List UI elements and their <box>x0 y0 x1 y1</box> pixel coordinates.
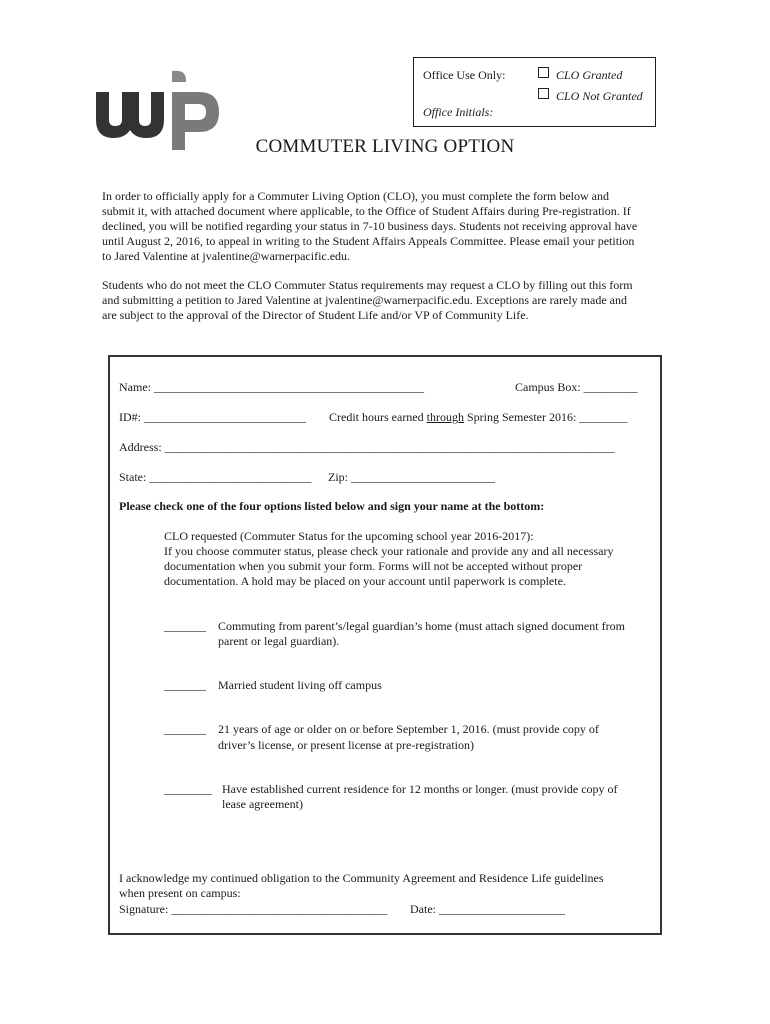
office-use-box <box>413 57 656 127</box>
credit-hours-field[interactable] <box>329 410 627 425</box>
intro-line: declined, you will be notified regarding your status in 7-10 business days. Students not receiving approval have <box>102 219 638 233</box>
option-text: 21 years of age or older on or before September 1, 2016. (must provide copy of <box>218 722 599 736</box>
option-text: Have established current residence for 12 months or longer. (must provide copy of <box>222 782 618 796</box>
state-field[interactable]: State: ___________________________ <box>119 470 312 484</box>
acknowledge-line: when present on campus: <box>119 886 241 900</box>
credit-hours-label-through: through <box>426 410 464 424</box>
intro-paragraph <box>102 189 672 264</box>
clo-requested-line: documentation. A hold may be placed on your account until paperwork is complete. <box>164 574 566 588</box>
clo-requested-line: documentation when you submit your form. Forms will not be accepted without proper <box>164 559 583 573</box>
option-blank[interactable]: _______ <box>164 722 206 736</box>
option-blank[interactable]: _______ <box>164 678 206 692</box>
intro-line: to Jared Valentine at jvalentine@warnerpacific.edu. <box>102 249 351 263</box>
application-form <box>108 355 662 935</box>
option-text: parent or legal guardian). <box>218 634 340 648</box>
clo-not-granted-label: CLO Not Granted <box>556 89 643 103</box>
intro-line: submit it, with attached document where applicable, to the Office of Student Affairs during Pre-registration. If <box>102 204 631 218</box>
id-field[interactable]: ID#: ___________________________ <box>119 410 306 424</box>
petition-line: are subject to the approval of the Director of Student Life and/or VP of Community Life. <box>102 308 529 322</box>
clo-requested-line: If you choose commuter status, please check your rationale and provide any and all necessary <box>164 544 614 558</box>
option-text: driver’s license, or present license at pre-registration) <box>218 738 475 752</box>
instructions-heading: Please check one of the four options listed below and sign your name at the bottom: <box>119 499 545 513</box>
zip-field[interactable]: Zip: ________________________ <box>328 470 495 484</box>
office-use-only-label: Office Use Only: <box>423 68 506 82</box>
campus-box-field[interactable]: Campus Box: _________ <box>515 380 638 394</box>
clo-granted-label: CLO Granted <box>556 68 623 82</box>
acknowledge-line: I acknowledge my continued obligation to the Community Agreement and Residence Life guidelines <box>119 871 604 885</box>
credit-hours-label-c: Spring Semester 2016: ________ <box>466 410 628 424</box>
address-field[interactable]: Address: ___________________________________________________________________________ <box>119 440 615 454</box>
signature-field[interactable]: Signature: ____________________________________ <box>119 902 388 916</box>
petition-line: Students who do not meet the CLO Commuter Status requirements may request a CLO by filling out this form <box>102 278 633 292</box>
option-blank[interactable]: ________ <box>164 782 212 796</box>
intro-line: until August 2, 2016, to appeal in writing to the Student Affairs Appeals Committee. Please email your petition <box>102 234 635 248</box>
clo-granted-checkbox[interactable] <box>538 67 549 78</box>
office-initials-label: Office Initials: <box>423 105 494 119</box>
name-field[interactable]: Name: _____________________________________________ <box>119 380 424 394</box>
page-title: COMMUTER LIVING OPTION <box>255 136 515 157</box>
petition-line: and submitting a petition to Jared Valentine at jvalentine@warnerpacific.edu. Exceptions are rarely made and <box>102 293 627 307</box>
credit-hours-label-a: Credit hours earned <box>329 410 424 424</box>
option-text: lease agreement) <box>222 797 303 811</box>
clo-requested-line: CLO requested (Commuter Status for the upcoming school year 2016-2017): <box>164 529 534 543</box>
option-blank[interactable]: _______ <box>164 619 206 633</box>
petition-paragraph <box>102 278 672 323</box>
intro-line: In order to officially apply for a Commuter Living Option (CLO), you must complete the form below and <box>102 189 609 203</box>
logo-w <box>96 92 164 138</box>
option-text: Married student living off campus <box>218 678 382 692</box>
option-text: Commuting from parent’s/legal guardian’s home (must attach signed document from <box>218 619 625 633</box>
date-field[interactable]: Date: _____________________ <box>410 902 565 916</box>
clo-not-granted-checkbox[interactable] <box>538 88 549 99</box>
logo-dot <box>172 71 186 82</box>
